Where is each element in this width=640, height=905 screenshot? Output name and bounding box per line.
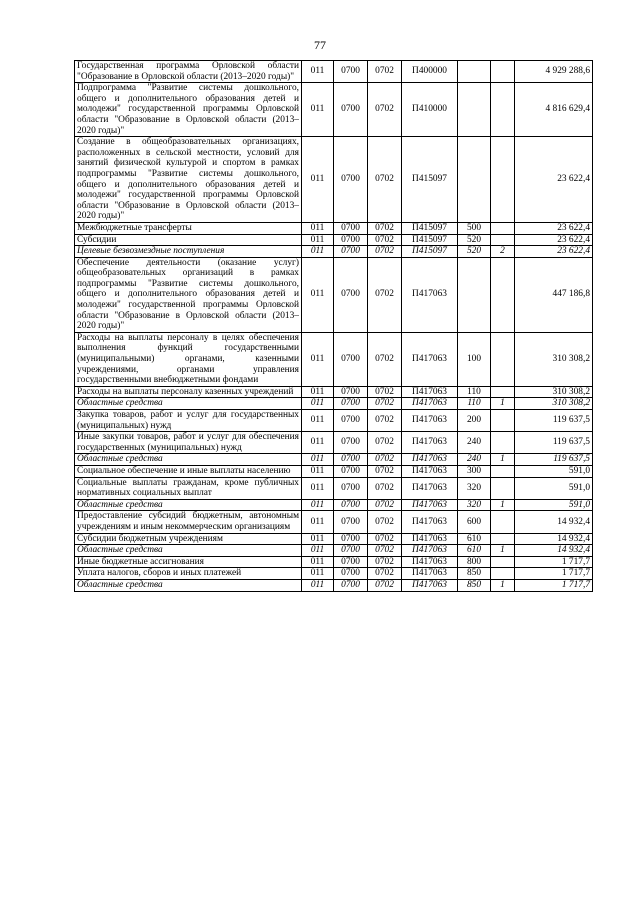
cell-podrazdel: 0702 [368,246,402,258]
cell-funding-source [491,477,515,499]
cell-grbs: 011 [302,234,334,246]
table-row [75,410,593,432]
cell-funding-source [491,533,515,545]
cell-amount: 23 622,4 [515,246,593,258]
cell-grbs: 011 [302,410,334,432]
cell-name: Субсидии [75,234,302,246]
cell-grbs: 011 [302,465,334,477]
cell-expense-type: 110 [458,398,491,410]
cell-razdel: 0700 [334,83,368,137]
cell-grbs: 011 [302,499,334,511]
cell-name: Иные закупки товаров, работ и услуг для обеспечения государственных (муниципальных) нужд [75,432,302,454]
table-row [75,465,593,477]
table-body [75,61,593,592]
cell-podrazdel: 0702 [368,332,402,386]
cell-amount: 4 929 288,6 [515,61,593,83]
cell-name: Областные средства [75,454,302,466]
cell-name: Расходы на выплаты персоналу в целях обеспечения выполнения функций государственными (муниципальными) органами, казенными учреждениями, органами управления государственными внебюджетными фондами [75,332,302,386]
cell-grbs: 011 [302,83,334,137]
cell-amount: 591,0 [515,465,593,477]
cell-name: Предоставление субсидий бюджетным, автономным учреждениям и иным некоммерческим организациям [75,511,302,533]
table-row [75,137,593,223]
cell-name: Создание в общеобразовательных организациях, расположенных в сельской местности, условий для занятий физической культурой и спортом в рамках подпрограммы "Развитие системы дошкольного, общего и дополнительного образования детей и молодежи" государственной программы Орловской области "Образование в Орловской области (2013–2020 годы)" [75,137,302,223]
cell-grbs: 011 [302,477,334,499]
table-row [75,222,593,234]
table-row [75,499,593,511]
cell-funding-source [491,83,515,137]
cell-expense-type [458,83,491,137]
cell-amount: 14 932,4 [515,511,593,533]
cell-amount: 23 622,4 [515,137,593,223]
cell-razdel: 0700 [334,410,368,432]
cell-target-article: П417063 [402,454,458,466]
cell-podrazdel: 0702 [368,579,402,591]
cell-podrazdel: 0702 [368,432,402,454]
cell-funding-source: 1 [491,499,515,511]
cell-grbs: 011 [302,222,334,234]
table-row [75,511,593,533]
cell-name: Целевые безвозмездные поступления [75,246,302,258]
budget-table [74,60,593,592]
cell-name: Уплата налогов, сборов и иных платежей [75,568,302,580]
cell-name: Субсидии бюджетным учреждениям [75,533,302,545]
cell-razdel: 0700 [334,432,368,454]
cell-funding-source [491,61,515,83]
cell-name: Социальные выплаты гражданам, кроме публичных нормативных социальных выплат [75,477,302,499]
table-row [75,398,593,410]
cell-funding-source [491,568,515,580]
cell-target-article: П417063 [402,545,458,557]
cell-grbs: 011 [302,246,334,258]
cell-expense-type: 800 [458,556,491,568]
cell-funding-source: 1 [491,579,515,591]
cell-target-article: П417063 [402,499,458,511]
cell-expense-type [458,257,491,332]
cell-expense-type: 110 [458,386,491,398]
cell-funding-source [491,332,515,386]
table-row [75,545,593,557]
cell-razdel: 0700 [334,579,368,591]
cell-target-article: П417063 [402,533,458,545]
cell-grbs: 011 [302,332,334,386]
table-row [75,332,593,386]
cell-funding-source: 1 [491,398,515,410]
cell-amount: 14 932,4 [515,533,593,545]
cell-amount: 1 717,7 [515,556,593,568]
cell-funding-source [491,465,515,477]
cell-grbs: 011 [302,568,334,580]
cell-funding-source [491,137,515,223]
cell-podrazdel: 0702 [368,61,402,83]
cell-grbs: 011 [302,454,334,466]
cell-razdel: 0700 [334,454,368,466]
table-row [75,246,593,258]
cell-podrazdel: 0702 [368,499,402,511]
cell-amount: 119 637,5 [515,432,593,454]
cell-podrazdel: 0702 [368,568,402,580]
cell-expense-type [458,61,491,83]
cell-grbs: 011 [302,386,334,398]
table-row [75,61,593,83]
cell-target-article: П400000 [402,61,458,83]
cell-razdel: 0700 [334,61,368,83]
cell-expense-type: 200 [458,410,491,432]
cell-target-article: П417063 [402,511,458,533]
cell-amount: 1 717,7 [515,568,593,580]
cell-razdel: 0700 [334,511,368,533]
cell-amount: 1 717,7 [515,579,593,591]
cell-amount: 14 932,4 [515,545,593,557]
cell-name: Областные средства [75,398,302,410]
cell-name: Областные средства [75,579,302,591]
cell-grbs: 011 [302,533,334,545]
cell-podrazdel: 0702 [368,398,402,410]
cell-expense-type: 520 [458,234,491,246]
table-row [75,83,593,137]
cell-expense-type [458,137,491,223]
table-row [75,432,593,454]
cell-name: Социальное обеспечение и иные выплаты населению [75,465,302,477]
cell-podrazdel: 0702 [368,556,402,568]
cell-podrazdel: 0702 [368,137,402,223]
cell-amount: 119 637,5 [515,454,593,466]
table-row [75,234,593,246]
cell-razdel: 0700 [334,257,368,332]
cell-podrazdel: 0702 [368,234,402,246]
cell-amount: 4 816 629,4 [515,83,593,137]
cell-grbs: 011 [302,556,334,568]
cell-grbs: 011 [302,137,334,223]
cell-funding-source [491,257,515,332]
cell-razdel: 0700 [334,568,368,580]
cell-name: Иные бюджетные ассигнования [75,556,302,568]
cell-funding-source [491,432,515,454]
cell-name: Подпрограмма "Развитие системы дошкольного, общего и дополнительного образования детей и молодежи" государственной программы Орловской области "Образование в Орловской области (2013–2020 годы)" [75,83,302,137]
cell-razdel: 0700 [334,137,368,223]
cell-razdel: 0700 [334,477,368,499]
table-row [75,454,593,466]
cell-razdel: 0700 [334,386,368,398]
page-number: 77 [314,38,326,52]
cell-funding-source: 1 [491,454,515,466]
table-row [75,386,593,398]
cell-expense-type: 240 [458,432,491,454]
cell-target-article: П415097 [402,246,458,258]
cell-podrazdel: 0702 [368,83,402,137]
cell-amount: 591,0 [515,499,593,511]
cell-expense-type: 520 [458,246,491,258]
cell-amount: 119 637,5 [515,410,593,432]
cell-target-article: П417063 [402,465,458,477]
cell-amount: 310 308,2 [515,386,593,398]
cell-podrazdel: 0702 [368,511,402,533]
cell-funding-source [491,556,515,568]
cell-amount: 447 186,8 [515,257,593,332]
cell-grbs: 011 [302,398,334,410]
cell-name: Государственная программа Орловской области "Образование в Орловской области (2013–2020 годы)" [75,61,302,83]
cell-name: Межбюджетные трансферты [75,222,302,234]
cell-razdel: 0700 [334,332,368,386]
cell-expense-type: 320 [458,477,491,499]
cell-target-article: П417063 [402,477,458,499]
cell-podrazdel: 0702 [368,410,402,432]
cell-expense-type: 600 [458,511,491,533]
cell-razdel: 0700 [334,533,368,545]
table-row [75,533,593,545]
table-row [75,568,593,580]
cell-expense-type: 320 [458,499,491,511]
cell-funding-source: 2 [491,246,515,258]
cell-podrazdel: 0702 [368,477,402,499]
cell-amount: 23 622,4 [515,222,593,234]
cell-grbs: 011 [302,61,334,83]
cell-target-article: П417063 [402,257,458,332]
cell-expense-type: 300 [458,465,491,477]
cell-target-article: П417063 [402,568,458,580]
table-row [75,257,593,332]
cell-razdel: 0700 [334,545,368,557]
cell-grbs: 011 [302,432,334,454]
cell-target-article: П417063 [402,386,458,398]
table-row [75,579,593,591]
table-row [75,556,593,568]
cell-target-article: П415097 [402,222,458,234]
cell-amount: 310 308,2 [515,332,593,386]
cell-target-article: П417063 [402,410,458,432]
cell-target-article: П410000 [402,83,458,137]
cell-expense-type: 610 [458,533,491,545]
cell-funding-source [491,222,515,234]
cell-name: Расходы на выплаты персоналу казенных учреждений [75,386,302,398]
cell-razdel: 0700 [334,398,368,410]
cell-name: Областные средства [75,545,302,557]
cell-podrazdel: 0702 [368,533,402,545]
cell-podrazdel: 0702 [368,465,402,477]
cell-expense-type: 850 [458,579,491,591]
cell-podrazdel: 0702 [368,222,402,234]
cell-target-article: П417063 [402,556,458,568]
cell-razdel: 0700 [334,465,368,477]
cell-amount: 23 622,4 [515,234,593,246]
cell-target-article: П417063 [402,398,458,410]
cell-razdel: 0700 [334,246,368,258]
cell-funding-source [491,410,515,432]
cell-name: Обеспечение деятельности (оказание услуг) общеобразовательных организаций в рамках подпрограммы "Развитие системы дошкольного, общего и дополнительного образования детей и молодежи" государственной программы Орловской области "Образование в Орловской области (2013–2020 годы)" [75,257,302,332]
cell-target-article: П417063 [402,579,458,591]
cell-podrazdel: 0702 [368,257,402,332]
cell-podrazdel: 0702 [368,454,402,466]
cell-funding-source [491,234,515,246]
cell-razdel: 0700 [334,222,368,234]
cell-funding-source [491,511,515,533]
cell-funding-source [491,386,515,398]
cell-expense-type: 100 [458,332,491,386]
cell-expense-type: 240 [458,454,491,466]
cell-grbs: 011 [302,257,334,332]
cell-razdel: 0700 [334,556,368,568]
table-row [75,477,593,499]
cell-amount: 310 308,2 [515,398,593,410]
cell-expense-type: 850 [458,568,491,580]
cell-target-article: П417063 [402,332,458,386]
cell-amount: 591,0 [515,477,593,499]
cell-grbs: 011 [302,511,334,533]
cell-target-article: П417063 [402,432,458,454]
cell-razdel: 0700 [334,234,368,246]
cell-name: Закупка товаров, работ и услуг для государственных (муниципальных) нужд [75,410,302,432]
cell-target-article: П415097 [402,137,458,223]
cell-name: Областные средства [75,499,302,511]
cell-grbs: 011 [302,579,334,591]
cell-podrazdel: 0702 [368,545,402,557]
cell-grbs: 011 [302,545,334,557]
cell-funding-source: 1 [491,545,515,557]
cell-expense-type: 500 [458,222,491,234]
cell-razdel: 0700 [334,499,368,511]
cell-expense-type: 610 [458,545,491,557]
cell-target-article: П415097 [402,234,458,246]
cell-podrazdel: 0702 [368,386,402,398]
